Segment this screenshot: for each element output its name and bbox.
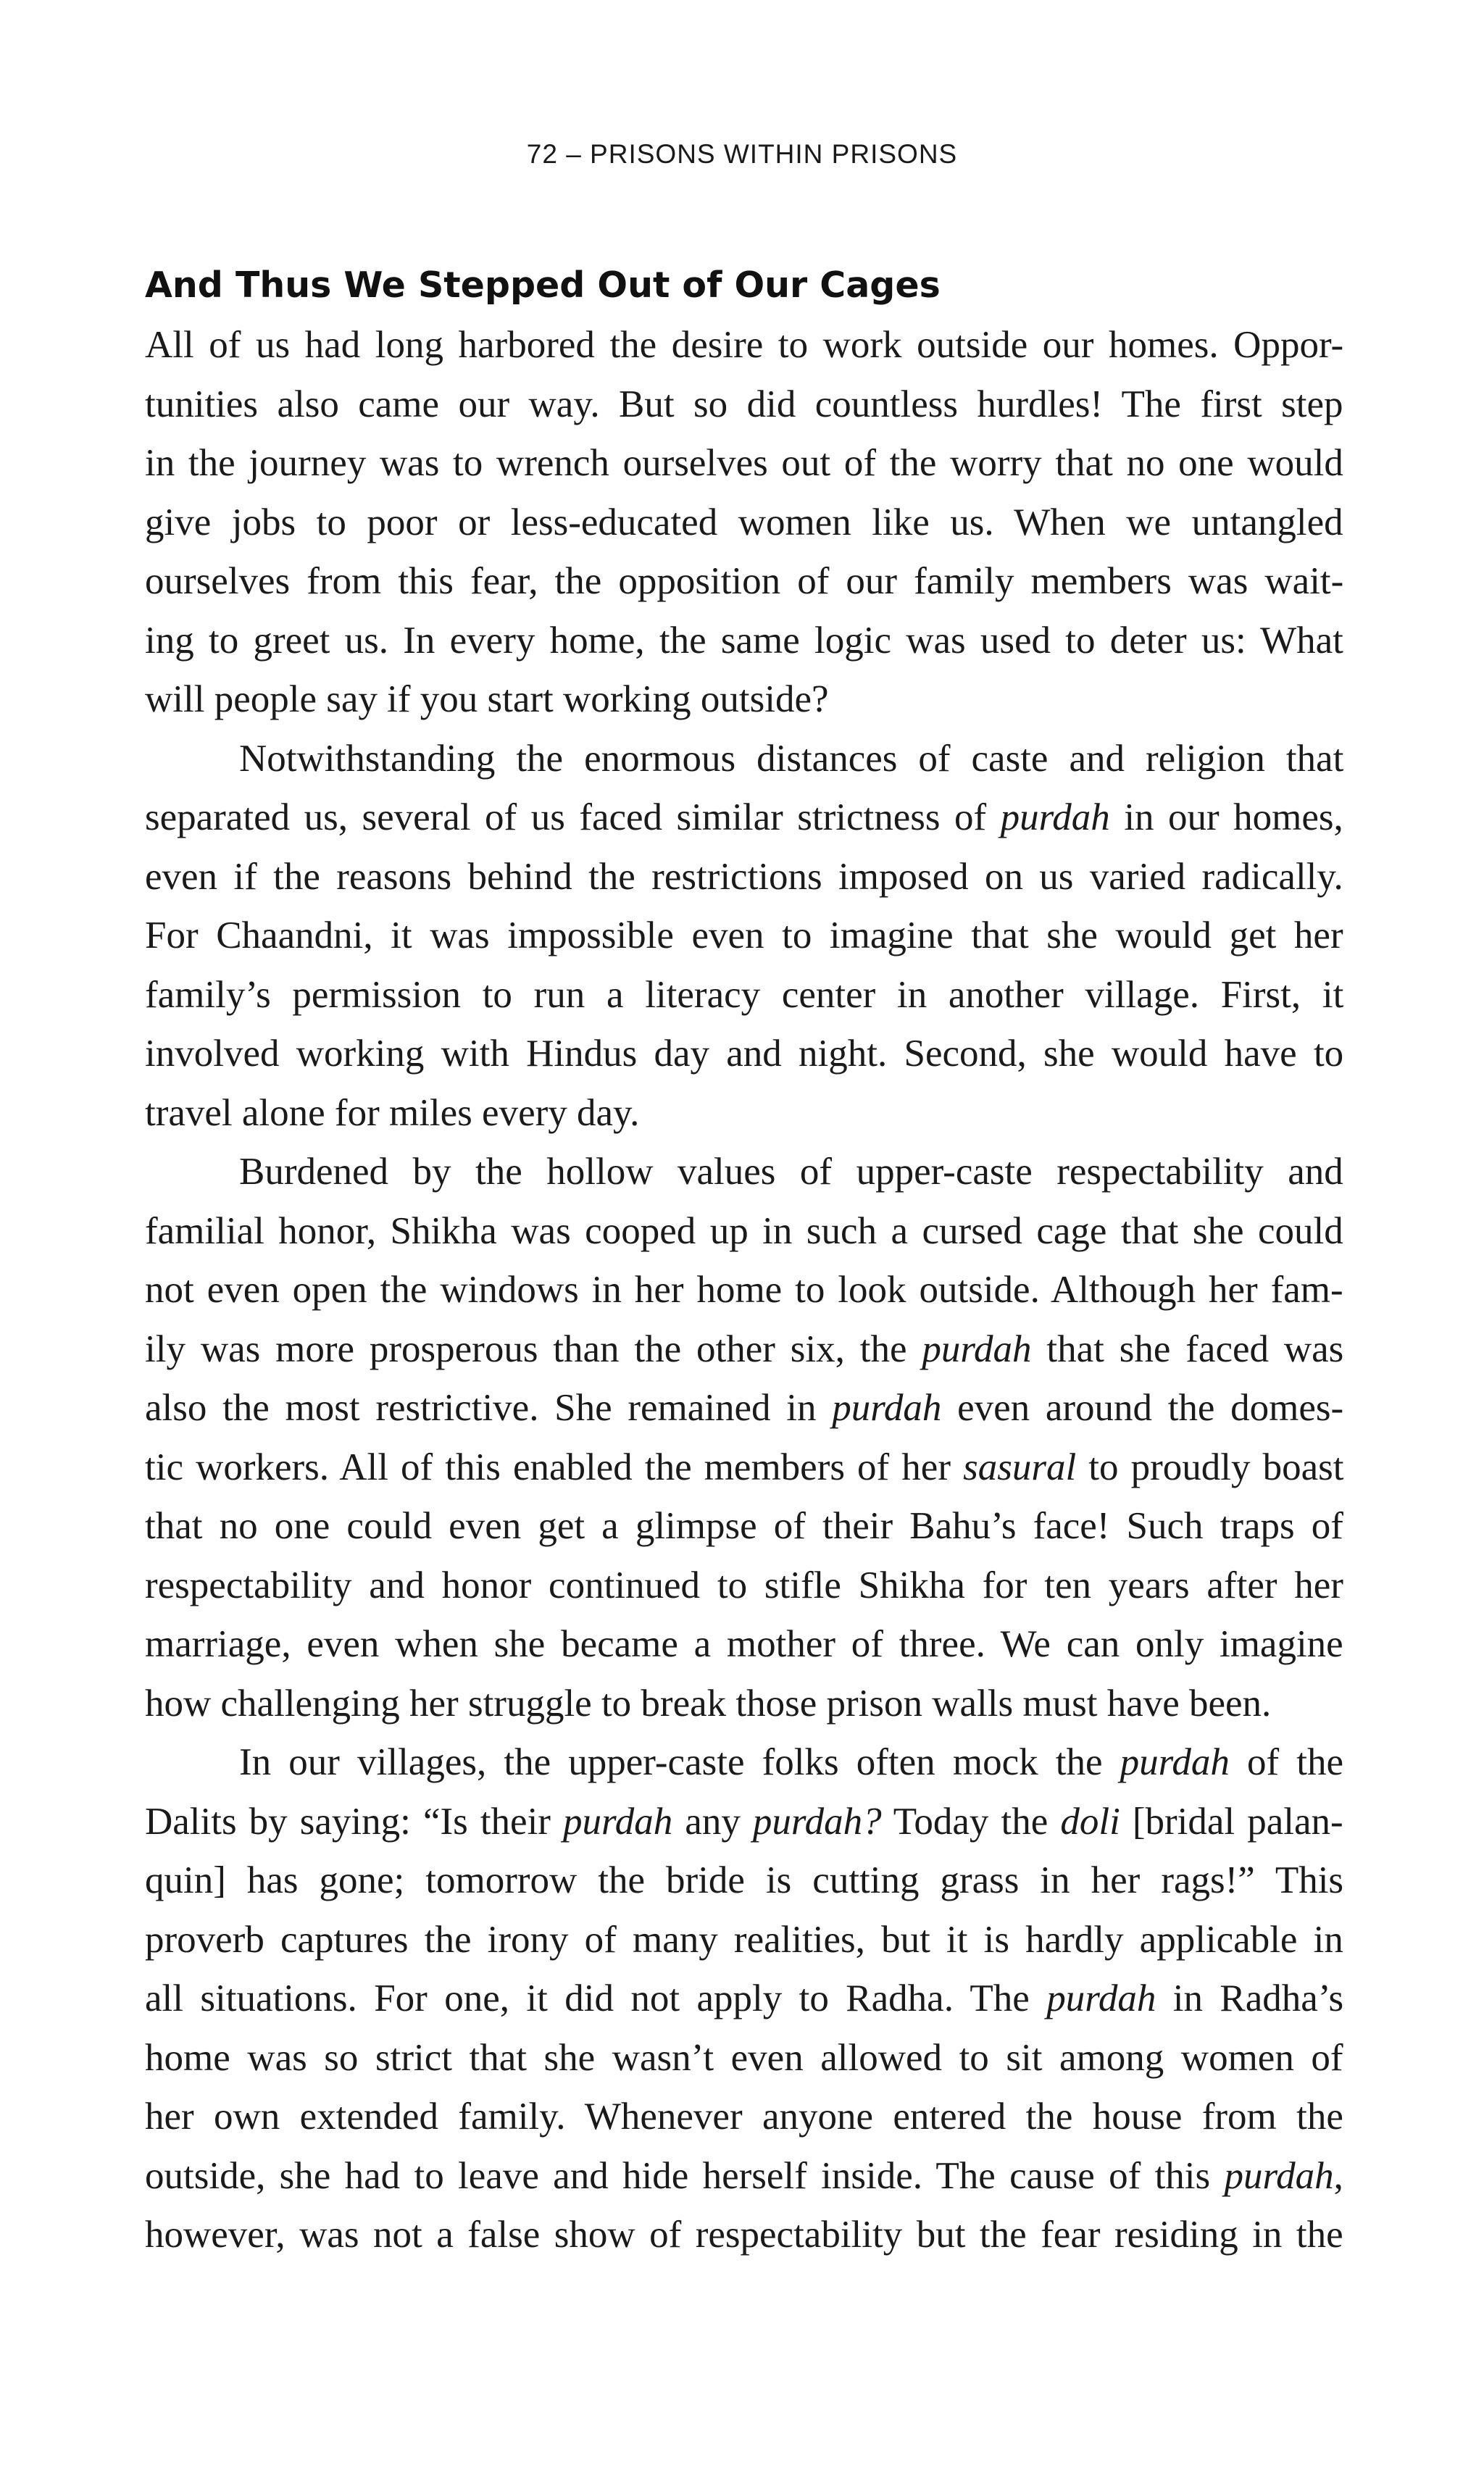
text-run: outside, she had to leave and hide herself inside. The cause of this (145, 2154, 1225, 2197)
italic-term: purdah (1224, 2154, 1334, 2197)
text-line: that no one could even get a glimpse of their Bahu’s face! Such traps of (145, 1505, 1343, 1547)
text-line (145, 1379, 1343, 1438)
text-run: Notwithstanding the enormous distances of caste and religion that (239, 737, 1344, 780)
text-line: her own extended family. Whenever anyone entered the house from the (145, 2096, 1343, 2138)
text-run: Today the (881, 1800, 1061, 1843)
italic-term: doli (1060, 1800, 1120, 1843)
italic-term: purdah (563, 1800, 673, 1843)
text-run: separated us, several of us faced similar strictness of (145, 796, 1001, 838)
text-run: In our villages, the upper-caste folks often mock the (239, 1741, 1120, 1783)
text-run: even around the domes- (941, 1387, 1344, 1429)
italic-term: purdah (922, 1327, 1032, 1370)
text-run: to proudly boast (1076, 1446, 1344, 1488)
text-run: , (1333, 2154, 1343, 2197)
text-line (145, 730, 1343, 789)
text-line (145, 1143, 1343, 1202)
text-line: travel alone for miles every day. (145, 1091, 640, 1134)
text-run: any (672, 1800, 753, 1843)
italic-term: purdah? (752, 1800, 882, 1843)
text-run: in Radha’s (1156, 1977, 1344, 2019)
text-run: that she faced was (1031, 1327, 1344, 1370)
paragraph-4 (145, 1733, 1343, 2265)
text-run: [bridal palan- (1120, 1800, 1343, 1843)
italic-term: purdah (1120, 1741, 1230, 1783)
text-run: tic workers. All of this enabled the members of her (145, 1446, 964, 1488)
text-line (145, 2147, 1343, 2206)
text-line (145, 788, 1343, 848)
page-body (145, 255, 1343, 2265)
text-run: Burdened by the hollow values of upper-caste respectability and (239, 1151, 1343, 1193)
text-line: give jobs to poor or less-educated women like us. When we untangled (145, 501, 1343, 543)
paragraph-2 (145, 730, 1343, 1143)
text-line: involved working with Hindus day and night. Second, she would have to (145, 1033, 1344, 1075)
text-line: will people say if you start working outside? (145, 678, 829, 720)
text-line (145, 1969, 1343, 2029)
text-line: ourselves from this fear, the opposition of our family members was wait- (145, 560, 1344, 602)
italic-term: purdah (832, 1387, 942, 1429)
text-run: also the most restrictive. She remained in (145, 1387, 833, 1429)
text-line: tunities also came our way. But so did countless hurdles! The first step (145, 383, 1343, 425)
italic-term: purdah (1000, 796, 1110, 838)
paragraph-3 (145, 1143, 1343, 1733)
text-line: All of us had long harbored the desire to work outside our homes. Oppor- (145, 324, 1344, 366)
text-run: in our homes, (1109, 796, 1343, 838)
text-line: familial honor, Shikha was cooped up in such a cursed cage that she could (145, 1209, 1343, 1252)
running-head: 72 – PRISONS WITHIN PRISONS (526, 139, 958, 169)
text-run: all situations. For one, it did not apply to Radha. The (145, 1977, 1047, 2019)
text-line: home was so strict that she wasn’t even allowed to sit among women of (145, 2036, 1343, 2079)
text-line: in the journey was to wrench ourselves out of the worry that no one would (145, 442, 1343, 484)
text-line (145, 1733, 1343, 1793)
text-line (145, 1320, 1343, 1380)
italic-term: purdah (1046, 1977, 1156, 2019)
text-line: quin] has gone; tomorrow the bride is cutting grass in her rags!” This (145, 1859, 1344, 1901)
italic-term: sasural (963, 1446, 1077, 1488)
text-line: marriage, even when she became a mother of three. We can only imagine (145, 1623, 1343, 1665)
text-line (145, 1793, 1343, 1852)
section-heading: And Thus We Stepped Out of Our Cages (145, 264, 941, 306)
text-line: For Chaandni, it was impossible even to imagine that she would get her (145, 914, 1343, 956)
text-line: not even open the windows in her home to look outside. Although her fam- (145, 1269, 1343, 1311)
text-run: Dalits by saying: “Is their (145, 1800, 564, 1843)
text-line: family’s permission to run a literacy center in another village. First, it (145, 973, 1344, 1016)
text-run: of the (1229, 1741, 1344, 1783)
text-run: ily was more prosperous than the other six, the (145, 1327, 922, 1370)
text-line: proverb captures the irony of many realities, but it is hardly applicable in (145, 1918, 1343, 1961)
text-line: how challenging her struggle to break those prison walls must have been. (145, 1682, 1272, 1725)
text-line: ing to greet us. In every home, the same logic was used to deter us: What (145, 619, 1343, 662)
text-line: however, was not a false show of respectability but the fear residing in the (145, 2214, 1343, 2256)
paragraph-1 (145, 316, 1343, 730)
text-line: even if the reasons behind the restrictions imposed on us varied radically. (145, 855, 1343, 898)
text-line: respectability and honor continued to stifle Shikha for ten years after her (145, 1564, 1343, 1606)
text-line (145, 1438, 1343, 1498)
